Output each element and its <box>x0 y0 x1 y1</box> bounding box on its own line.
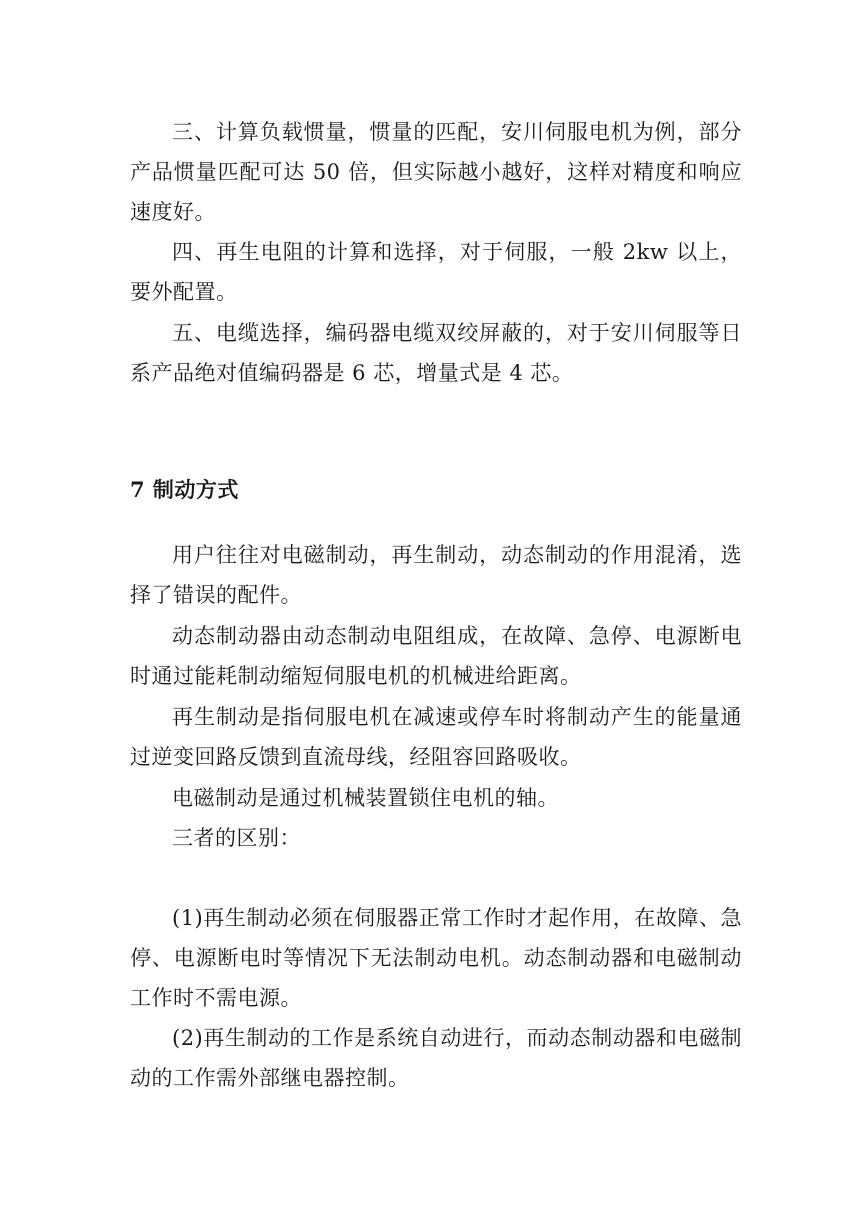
paragraph-dynamic-brake: 动态制动器由动态制动电阻组成，在故障、急停、电源断电时通过能耗制动缩短伺服电机的机械进给距离。 <box>130 624 742 688</box>
section-heading-braking: 7 制动方式 <box>130 477 239 502</box>
paragraph-braking-confusion: 用户往往对电磁制动，再生制动，动态制动的作用混淆，选择了错误的配件。 <box>130 543 742 607</box>
paragraph-difference-1: (1)再生制动必须在伺服器正常工作时才起作用，在故障、急停、电源断电时等情况下无法制动电机。动态制动器和电磁制动工作时不需电源。 <box>130 906 742 1010</box>
paragraph-inertia-matching: 三、计算负载惯量，惯量的匹配，安川伺服电机为例，部分产品惯量匹配可达 50 倍，但实际越小越好，这样对精度和响应速度好。 <box>130 120 742 224</box>
paragraph-differences-intro: 三者的区别： <box>172 826 301 850</box>
paragraph-difference-2: (2)再生制动的工作是系统自动进行，而动态制动器和电磁制动的工作需外部继电器控制。 <box>130 1026 742 1090</box>
paragraph-cable-selection: 五、电缆选择，编码器电缆双绞屏蔽的，对于安川伺服等日系产品绝对值编码器是 6 芯，增量式是 4 芯。 <box>130 321 742 385</box>
paragraph-electromagnetic-brake: 电磁制动是通过机械装置锁住电机的轴。 <box>172 786 559 810</box>
paragraph-regenerative-resistor: 四、再生电阻的计算和选择，对于伺服，一般 2kw 以上，要外配置。 <box>130 240 742 304</box>
paragraph-regenerative-brake: 再生制动是指伺服电机在减速或停车时将制动产生的能量通过逆变回路反馈到直流母线，经阻容回路吸收。 <box>130 705 742 769</box>
